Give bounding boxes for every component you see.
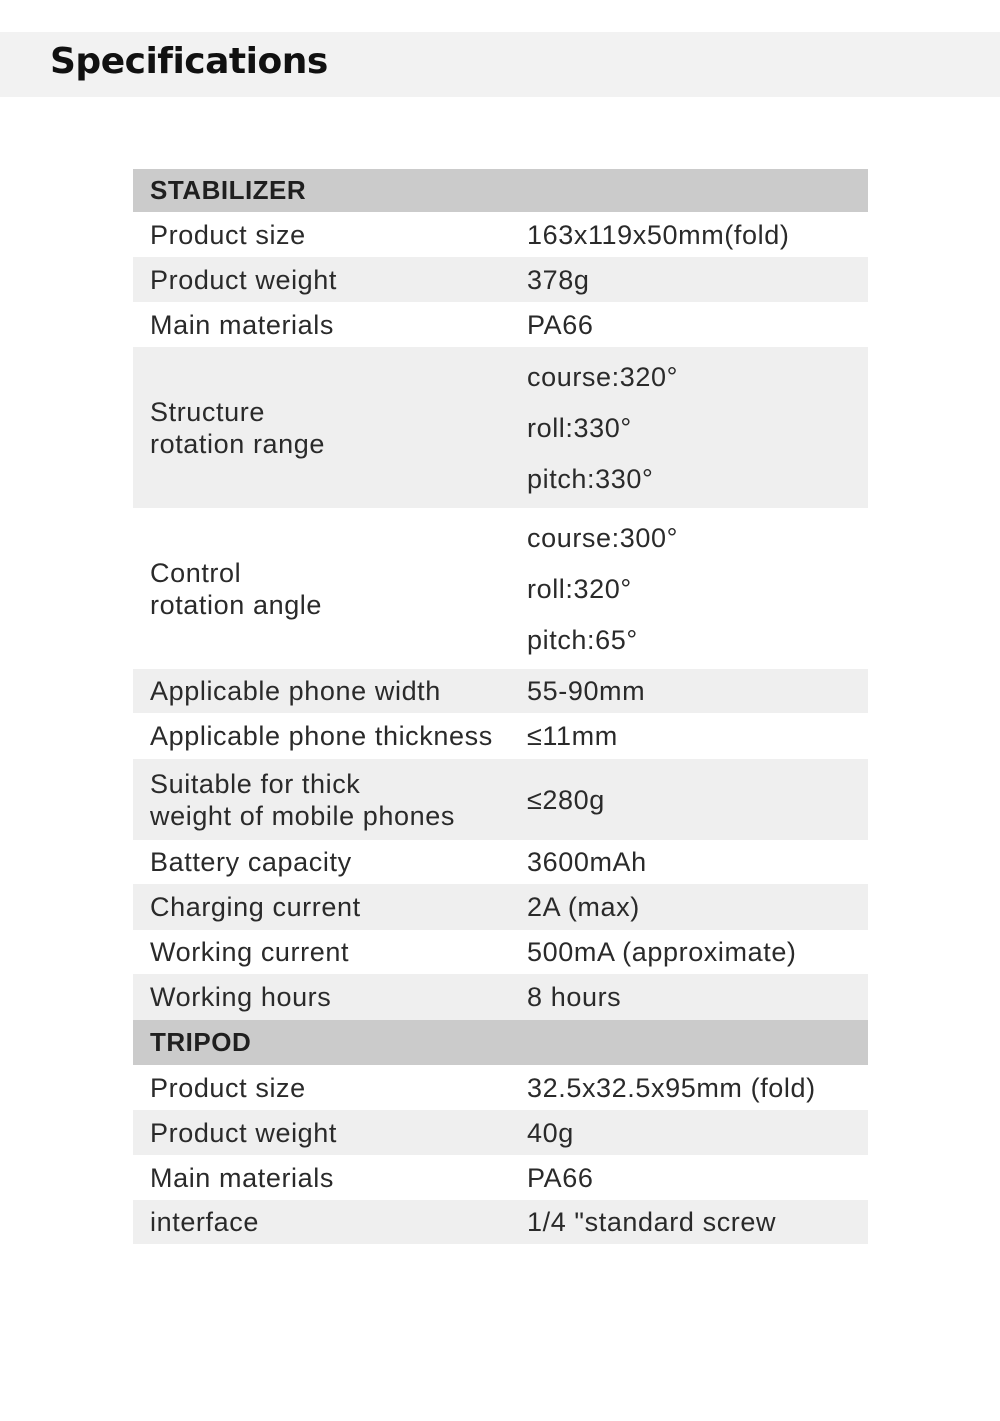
- table-row: [133, 840, 868, 884]
- spec-label-line: Structure: [150, 396, 265, 427]
- spec-value: roll:320°: [527, 573, 632, 604]
- spec-value-list: [527, 351, 868, 504]
- section-header-tripod: [133, 1020, 868, 1065]
- table-row: [133, 212, 868, 257]
- spec-value: 163x119x50mm(fold): [527, 219, 790, 250]
- spec-label: Charging current: [150, 892, 361, 922]
- spec-label-line: Control: [150, 557, 242, 588]
- table-row: [133, 302, 868, 347]
- spec-value: 500mA (approximate): [527, 937, 797, 967]
- table-row: [133, 1110, 868, 1155]
- spec-label: Working current: [150, 937, 350, 967]
- spec-value: 32.5x32.5x95mm (fold): [527, 1072, 816, 1103]
- spec-value: pitch:65°: [527, 624, 638, 655]
- spec-value: course:300°: [527, 522, 678, 553]
- spec-label: Working hours: [150, 982, 332, 1012]
- spec-value-list: [527, 512, 868, 665]
- spec-value: ≤280g: [527, 784, 605, 815]
- page-title: Specifications: [50, 41, 328, 82]
- spec-value: pitch:330°: [527, 463, 654, 494]
- spec-label: Product size: [150, 219, 306, 250]
- spec-table: [133, 169, 868, 1244]
- spec-label: Battery capacity: [150, 847, 352, 877]
- table-row: [133, 347, 868, 508]
- spec-label: [133, 768, 527, 832]
- table-row: [133, 713, 868, 759]
- spec-label: interface: [150, 1207, 259, 1237]
- spec-label-line: weight of mobile phones: [150, 800, 455, 831]
- spec-value: PA66: [527, 309, 594, 340]
- spec-value: 378g: [527, 264, 590, 295]
- table-row: [133, 759, 868, 840]
- table-row: [133, 1155, 868, 1200]
- spec-label: Applicable phone width: [150, 676, 441, 706]
- spec-value: PA66: [527, 1162, 594, 1193]
- spec-label: Main materials: [150, 309, 334, 340]
- section-heading: STABILIZER: [150, 175, 307, 205]
- spec-label: Applicable phone thickness: [150, 721, 493, 751]
- spec-value: 3600mAh: [527, 847, 647, 877]
- spec-label: [133, 557, 527, 621]
- spec-label: Product size: [150, 1072, 306, 1103]
- spec-label-line: rotation angle: [150, 589, 323, 620]
- section-heading: TRIPOD: [150, 1027, 252, 1057]
- title-bar: [0, 32, 1000, 97]
- spec-value: roll:330°: [527, 412, 632, 443]
- table-row: [133, 257, 868, 302]
- spec-label: [133, 396, 527, 460]
- spec-label-line: rotation range: [150, 428, 326, 459]
- table-row: [133, 669, 868, 713]
- table-row: [133, 884, 868, 930]
- spec-label: Main materials: [150, 1162, 334, 1193]
- spec-label: Product weight: [150, 264, 337, 295]
- table-row: [133, 1065, 868, 1110]
- spec-label: Product weight: [150, 1117, 337, 1148]
- spec-label-line: Suitable for thick: [150, 768, 361, 799]
- spec-value: 55-90mm: [527, 676, 646, 706]
- section-header-stabilizer: [133, 169, 868, 212]
- table-row: [133, 1200, 868, 1244]
- spec-value: ≤11mm: [527, 721, 618, 751]
- spec-value: 40g: [527, 1117, 574, 1148]
- table-row: [133, 974, 868, 1020]
- table-row: [133, 508, 868, 669]
- spec-value: course:320°: [527, 361, 678, 392]
- table-row: [133, 930, 868, 974]
- spec-value: 2A (max): [527, 892, 640, 922]
- spec-value: 8 hours: [527, 982, 622, 1012]
- spec-value: 1/4 "standard screw: [527, 1207, 777, 1237]
